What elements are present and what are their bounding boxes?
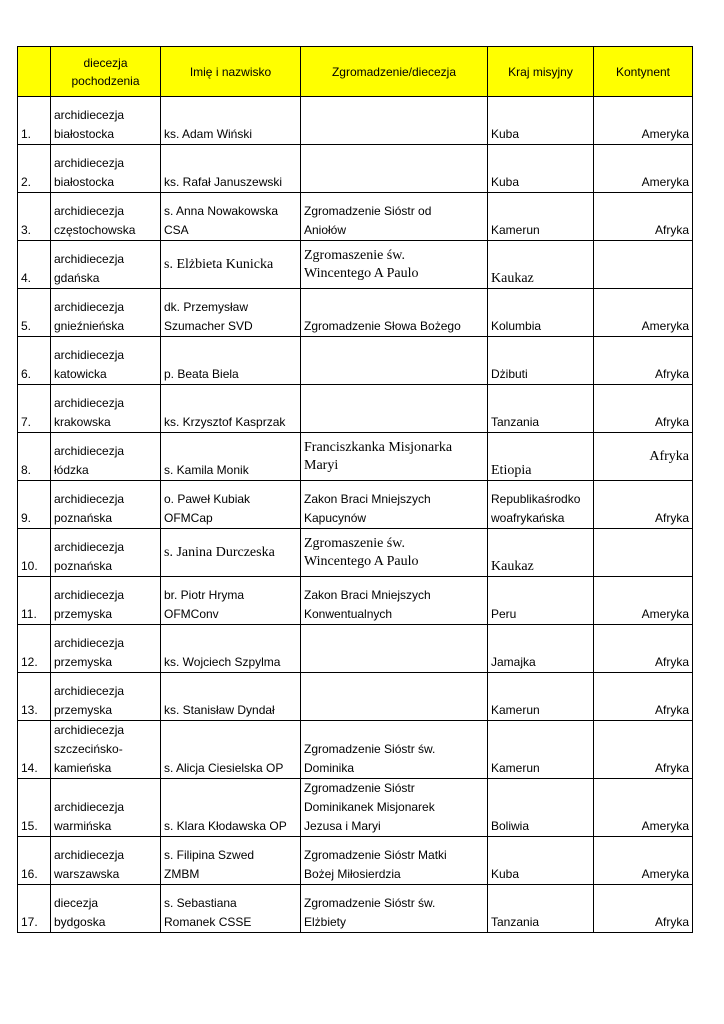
cell-congregation: Zakon Braci Mniejszych Kapucynów — [301, 481, 488, 529]
header-congregation: Zgromadzenie/diecezja — [301, 47, 488, 97]
cell-country: Kamerun — [488, 193, 594, 241]
table-row — [18, 97, 693, 145]
cell-continent: Ameryka — [594, 97, 693, 145]
missionaries-table — [17, 46, 693, 933]
cell-congregation — [301, 145, 488, 193]
cell-diocese: archidiecezja warszawska — [51, 837, 161, 885]
cell-continent: Ameryka — [594, 779, 693, 837]
cell-name: o. Paweł Kubiak OFMCap — [161, 481, 301, 529]
cell-congregation: Zgromaszenie św. Wincentego A Paulo — [301, 529, 488, 577]
cell-diocese: diecezja bydgoska — [51, 885, 161, 933]
cell-congregation — [301, 337, 488, 385]
table-body — [18, 97, 693, 933]
table-row — [18, 779, 693, 837]
cell-diocese: archidiecezja przemyska — [51, 673, 161, 721]
cell-country: Dżibuti — [488, 337, 594, 385]
cell-name: s. Alicja Ciesielska OP — [161, 721, 301, 779]
cell-continent — [594, 241, 693, 289]
cell-num: 7. — [18, 385, 51, 433]
cell-name: dk. Przemysław Szumacher SVD — [161, 289, 301, 337]
cell-num: 8. — [18, 433, 51, 481]
cell-country: Jamajka — [488, 625, 594, 673]
cell-num: 3. — [18, 193, 51, 241]
cell-name: p. Beata Biela — [161, 337, 301, 385]
cell-continent: Afryka — [594, 193, 693, 241]
table-row — [18, 385, 693, 433]
cell-num: 1. — [18, 97, 51, 145]
cell-country: Tanzania — [488, 385, 594, 433]
header-row — [18, 47, 693, 97]
cell-congregation: Zakon Braci Mniejszych Konwentualnych — [301, 577, 488, 625]
header-name: Imię i nazwisko — [161, 47, 301, 97]
cell-continent: Afryka — [594, 481, 693, 529]
cell-continent: Afryka — [594, 385, 693, 433]
cell-continent: Ameryka — [594, 145, 693, 193]
cell-diocese: archidiecezja przemyska — [51, 577, 161, 625]
cell-num: 6. — [18, 337, 51, 385]
cell-country: Boliwia — [488, 779, 594, 837]
table-row — [18, 481, 693, 529]
cell-continent: Afryka — [594, 885, 693, 933]
header-num — [18, 47, 51, 97]
cell-num: 16. — [18, 837, 51, 885]
cell-continent: Afryka — [594, 433, 693, 481]
table-row — [18, 289, 693, 337]
cell-num: 14. — [18, 721, 51, 779]
cell-country: Kuba — [488, 145, 594, 193]
table-row — [18, 837, 693, 885]
header-diocese: diecezja pochodzenia — [51, 47, 161, 97]
header-continent: Kontynent — [594, 47, 693, 97]
table-row — [18, 337, 693, 385]
cell-continent: Afryka — [594, 721, 693, 779]
cell-diocese: archidiecezja poznańska — [51, 529, 161, 577]
cell-diocese: archidiecezja gnieźnieńska — [51, 289, 161, 337]
cell-continent: Ameryka — [594, 577, 693, 625]
cell-num: 10. — [18, 529, 51, 577]
cell-num: 9. — [18, 481, 51, 529]
table-row — [18, 885, 693, 933]
cell-congregation: Zgromadzenie Sióstr Matki Bożej Miłosierdzia — [301, 837, 488, 885]
cell-diocese: archidiecezja białostocka — [51, 97, 161, 145]
cell-congregation: Zgromadzenie Słowa Bożego — [301, 289, 488, 337]
cell-country: Tanzania — [488, 885, 594, 933]
table-row — [18, 529, 693, 577]
cell-country: Kamerun — [488, 673, 594, 721]
cell-diocese: archidiecezja szczecińsko- kamieńska — [51, 721, 161, 779]
table-row — [18, 625, 693, 673]
cell-num: 17. — [18, 885, 51, 933]
table-row — [18, 433, 693, 481]
cell-diocese: archidiecezja krakowska — [51, 385, 161, 433]
header-country: Kraj misyjny — [488, 47, 594, 97]
cell-name: s. Klara Kłodawska OP — [161, 779, 301, 837]
cell-name: s. Elżbieta Kunicka — [161, 241, 301, 289]
cell-name: s. Kamila Monik — [161, 433, 301, 481]
cell-name: ks. Krzysztof Kasprzak — [161, 385, 301, 433]
cell-diocese: archidiecezja gdańska — [51, 241, 161, 289]
table-row — [18, 577, 693, 625]
cell-name: br. Piotr Hryma OFMConv — [161, 577, 301, 625]
cell-name: s. Sebastiana Romanek CSSE — [161, 885, 301, 933]
cell-name: ks. Adam Wiński — [161, 97, 301, 145]
cell-name: ks. Rafał Januszewski — [161, 145, 301, 193]
cell-country: Kuba — [488, 837, 594, 885]
cell-congregation: Zgromadzenie Sióstr św. Dominika — [301, 721, 488, 779]
cell-congregation: Zgromadzenie Sióstr św. Elżbiety — [301, 885, 488, 933]
cell-continent: Ameryka — [594, 289, 693, 337]
cell-country: Republikaśrodko woafrykańska — [488, 481, 594, 529]
cell-num: 13. — [18, 673, 51, 721]
cell-continent: Afryka — [594, 337, 693, 385]
cell-congregation: Zgromadzenie Sióstr od Aniołów — [301, 193, 488, 241]
cell-country: Kaukaz — [488, 529, 594, 577]
cell-continent: Afryka — [594, 625, 693, 673]
cell-continent: Ameryka — [594, 837, 693, 885]
cell-congregation — [301, 385, 488, 433]
table-row — [18, 193, 693, 241]
cell-name: s. Janina Durczeska — [161, 529, 301, 577]
cell-num: 2. — [18, 145, 51, 193]
cell-congregation — [301, 673, 488, 721]
cell-congregation — [301, 625, 488, 673]
cell-diocese: archidiecezja poznańska — [51, 481, 161, 529]
table-row — [18, 721, 693, 779]
cell-congregation: Zgromaszenie św. Wincentego A Paulo — [301, 241, 488, 289]
cell-name: ks. Wojciech Szpylma — [161, 625, 301, 673]
cell-country: Kaukaz — [488, 241, 594, 289]
cell-country: Etiopia — [488, 433, 594, 481]
cell-num: 11. — [18, 577, 51, 625]
cell-diocese: archidiecezja warmińska — [51, 779, 161, 837]
cell-num: 5. — [18, 289, 51, 337]
cell-congregation: Franciszkanka Misjonarka Maryi — [301, 433, 488, 481]
table-row — [18, 673, 693, 721]
cell-country: Kamerun — [488, 721, 594, 779]
table-row — [18, 241, 693, 289]
cell-diocese: archidiecezja katowicka — [51, 337, 161, 385]
cell-continent — [594, 529, 693, 577]
cell-diocese: archidiecezja łódzka — [51, 433, 161, 481]
cell-name: ks. Stanisław Dyndał — [161, 673, 301, 721]
cell-num: 15. — [18, 779, 51, 837]
cell-name: s. Filipina Szwed ZMBM — [161, 837, 301, 885]
table-row — [18, 145, 693, 193]
cell-country: Kuba — [488, 97, 594, 145]
cell-country: Peru — [488, 577, 594, 625]
cell-diocese: archidiecezja białostocka — [51, 145, 161, 193]
cell-congregation: Zgromadzenie Sióstr Dominikanek Misjonarek Jezusa i Maryi — [301, 779, 488, 837]
cell-name: s. Anna Nowakowska CSA — [161, 193, 301, 241]
cell-country: Kolumbia — [488, 289, 594, 337]
cell-diocese: archidiecezja częstochowska — [51, 193, 161, 241]
cell-num: 4. — [18, 241, 51, 289]
cell-continent: Afryka — [594, 673, 693, 721]
cell-congregation — [301, 97, 488, 145]
cell-num: 12. — [18, 625, 51, 673]
cell-diocese: archidiecezja przemyska — [51, 625, 161, 673]
